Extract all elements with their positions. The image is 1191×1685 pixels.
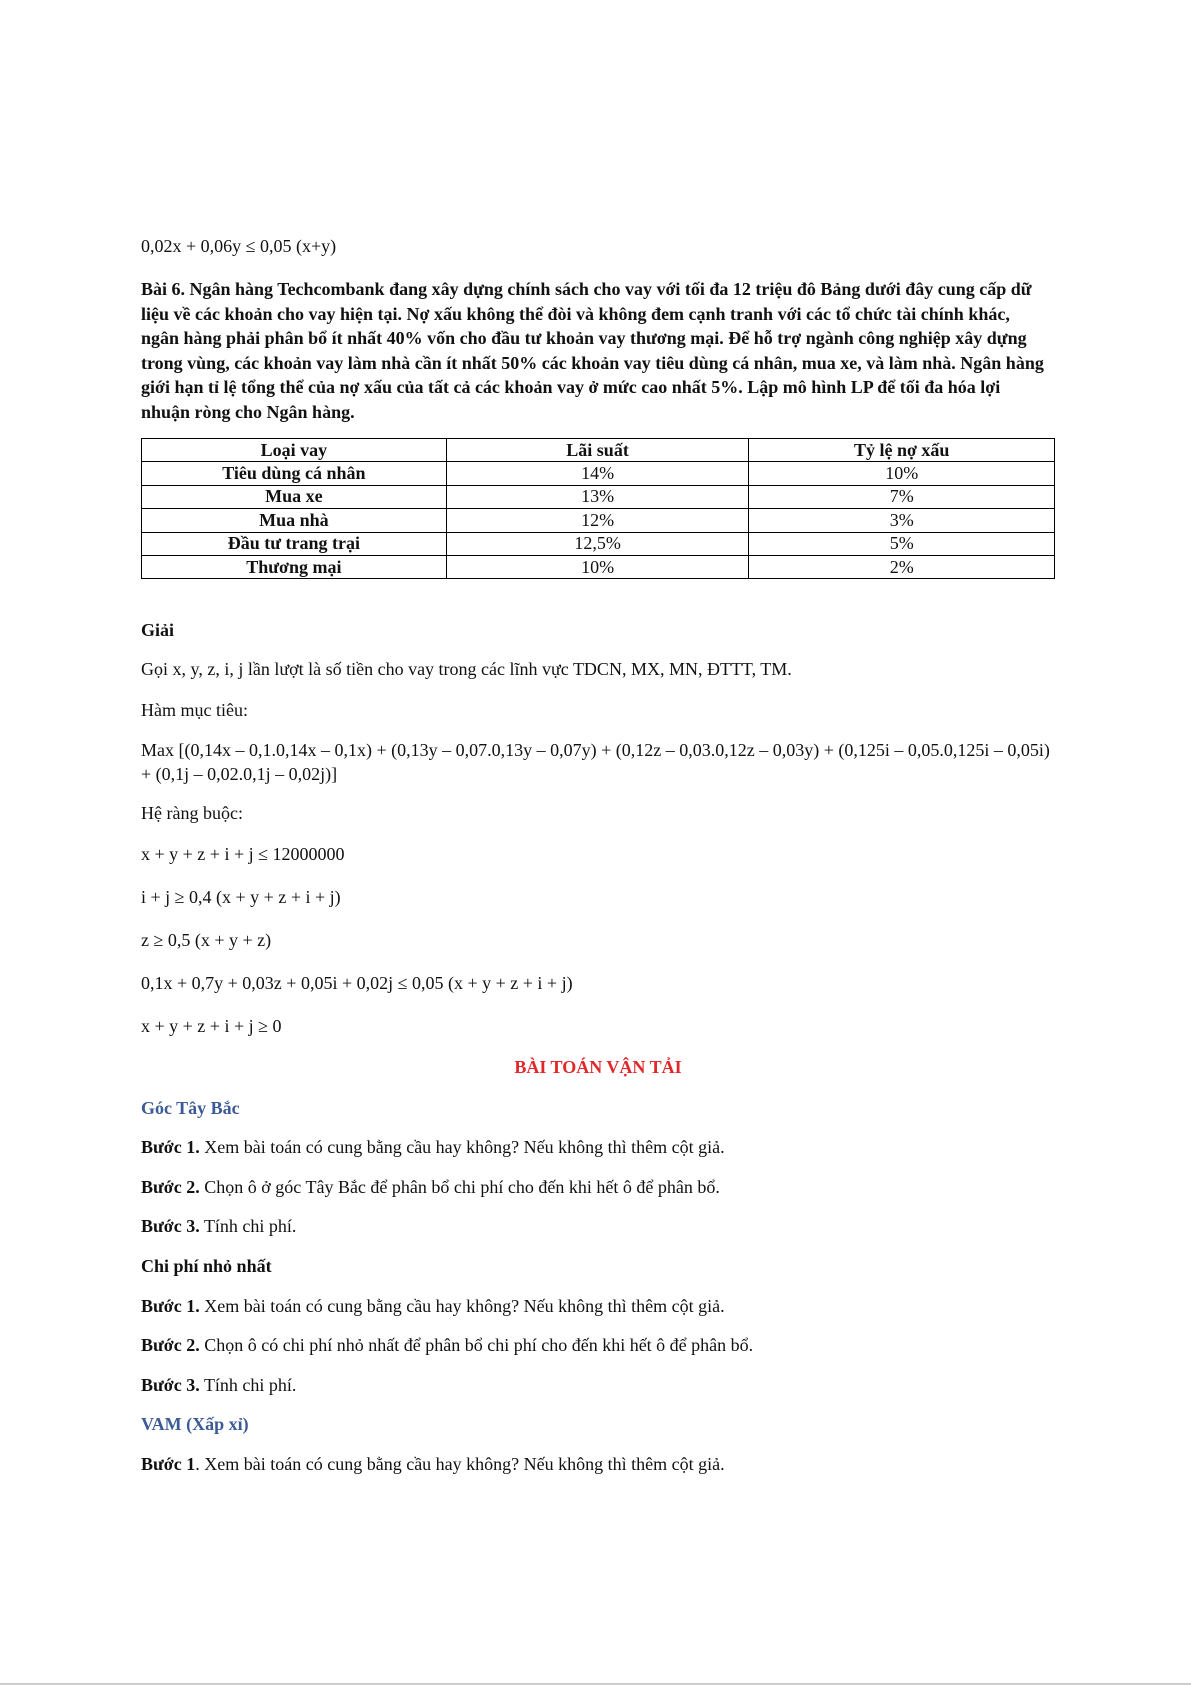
constraint-item: x + y + z + i + j ≥ 0: [141, 1016, 282, 1036]
cell-interest-rate: 14%: [446, 462, 749, 485]
cell-interest-rate: 12%: [446, 509, 749, 532]
constraints-label: Hệ ràng buộc:: [141, 803, 243, 823]
step-item: [141, 1452, 1055, 1476]
table-row: [142, 555, 1055, 578]
table-row: [142, 532, 1055, 555]
step-label: Bước 2.: [141, 1335, 200, 1355]
cell-bad-debt-rate: 3%: [749, 509, 1055, 532]
table-row: [142, 485, 1055, 508]
step-label: Bước 3.: [141, 1216, 200, 1236]
cell-bad-debt-rate: 7%: [749, 485, 1055, 508]
table-header-row: [142, 439, 1055, 462]
section-title: BÀI TOÁN VẬN TẢI: [514, 1057, 682, 1077]
step-item: [141, 1175, 1055, 1199]
top-equation: 0,02x + 0,06y ≤ 0,05 (x+y): [141, 236, 337, 256]
table-row: [142, 509, 1055, 532]
constraint-item: 0,1x + 0,7y + 0,03z + 0,05i + 0,02j ≤ 0,05 (x + y + z + i + j): [141, 973, 573, 993]
cell-bad-debt-rate: 5%: [749, 532, 1055, 555]
step-item: [141, 1294, 1055, 1318]
variables-definition: Gọi x, y, z, i, j lần lượt là số tiền cho vay trong các lĩnh vực TDCN, MX, MN, ĐTTT, TM.: [141, 659, 792, 679]
step-label: Bước 2.: [141, 1177, 200, 1197]
step-label: Bước 3.: [141, 1375, 200, 1395]
northwest-heading: Góc Tây Bắc: [141, 1098, 240, 1118]
step-text: Chọn ô ở góc Tây Bắc để phân bổ chi phí cho đến khi hết ô để phân bổ.: [199, 1177, 720, 1197]
cell-interest-rate: 13%: [446, 485, 749, 508]
step-item: [141, 1373, 1055, 1397]
constraint-item: x + y + z + i + j ≤ 12000000: [141, 844, 345, 864]
step-text: Tính chi phí.: [199, 1216, 297, 1236]
objective-label: Hàm mục tiêu:: [141, 700, 248, 720]
header-interest-rate: Lãi suất: [446, 439, 749, 462]
step-text: Xem bài toán có cung bằng cầu hay không? Nếu không thì thêm cột giả.: [199, 1296, 725, 1316]
loan-table: [141, 438, 1055, 579]
problem-statement: Bài 6. Ngân hàng Techcombank đang xây dựng chính sách cho vay với tối đa 12 triệu đô Bảng dưới đây cung cấp dữ liệu về các khoản cho vay hiện tại. Nợ xấu không thể đòi và không đem cạnh tranh với các tổ chức tài chính khác, ngân hàng phải phân bổ ít nhất 40% vốn cho đầu tư khoản vay thương mại. Để hỗ trợ ngành công nghiệp xây dựng trong vùng, các khoản vay làm nhà cần ít nhất 50% các khoản vay tiêu dùng cá nhân, mua xe, và làm nhà. Ngân hàng giới hạn tỉ lệ tổng thể của nợ xấu của tất cả các khoản vay ở mức cao nhất 5%. Lập mô hình LP để tối đa hóa lợi nhuận ròng cho Ngân hàng.: [141, 279, 1044, 422]
solution-heading: Giải: [141, 620, 175, 640]
step-item: [141, 1214, 1055, 1238]
step-label: Bước 1: [141, 1454, 196, 1474]
cell-loan-type: Tiêu dùng cá nhân: [142, 462, 447, 485]
min-cost-heading: Chi phí nhỏ nhất: [141, 1256, 272, 1276]
step-item: [141, 1333, 1055, 1357]
constraint-item: z ≥ 0,5 (x + y + z): [141, 930, 272, 950]
objective-function: Max [(0,14x – 0,1.0,14x – 0,1x) + (0,13y – 0,07.0,13y – 0,07y) + (0,12z – 0,03.0,12z – 0,03y) + (0,125i – 0,05.0,125i – 0,05i) + (0,1j – 0,02.0,1j – 0,02j)]: [141, 740, 1050, 784]
vam-heading: VAM (Xấp xỉ): [141, 1414, 249, 1434]
cell-loan-type: Mua xe: [142, 485, 447, 508]
cell-bad-debt-rate: 2%: [749, 555, 1055, 578]
cell-loan-type: Mua nhà: [142, 509, 447, 532]
step-text: Tính chi phí.: [199, 1375, 297, 1395]
cell-loan-type: Thương mại: [142, 555, 447, 578]
cell-interest-rate: 10%: [446, 555, 749, 578]
step-label: Bước 1.: [141, 1296, 200, 1316]
header-loan-type: Loại vay: [142, 439, 447, 462]
constraint-item: i + j ≥ 0,4 (x + y + z + i + j): [141, 887, 341, 907]
cell-loan-type: Đầu tư trang trại: [142, 532, 447, 555]
step-text: . Xem bài toán có cung bằng cầu hay không? Nếu không thì thêm cột giả.: [195, 1454, 725, 1474]
step-text: Chọn ô có chi phí nhỏ nhất để phân bổ chi phí cho đến khi hết ô để phân bổ.: [199, 1335, 754, 1355]
cell-interest-rate: 12,5%: [446, 532, 749, 555]
table-row: [142, 462, 1055, 485]
header-bad-debt-rate: Tỷ lệ nợ xấu: [749, 439, 1055, 462]
step-item: [141, 1135, 1055, 1159]
cell-bad-debt-rate: 10%: [749, 462, 1055, 485]
step-label: Bước 1.: [141, 1137, 200, 1157]
step-text: Xem bài toán có cung bằng cầu hay không? Nếu không thì thêm cột giả.: [199, 1137, 725, 1157]
